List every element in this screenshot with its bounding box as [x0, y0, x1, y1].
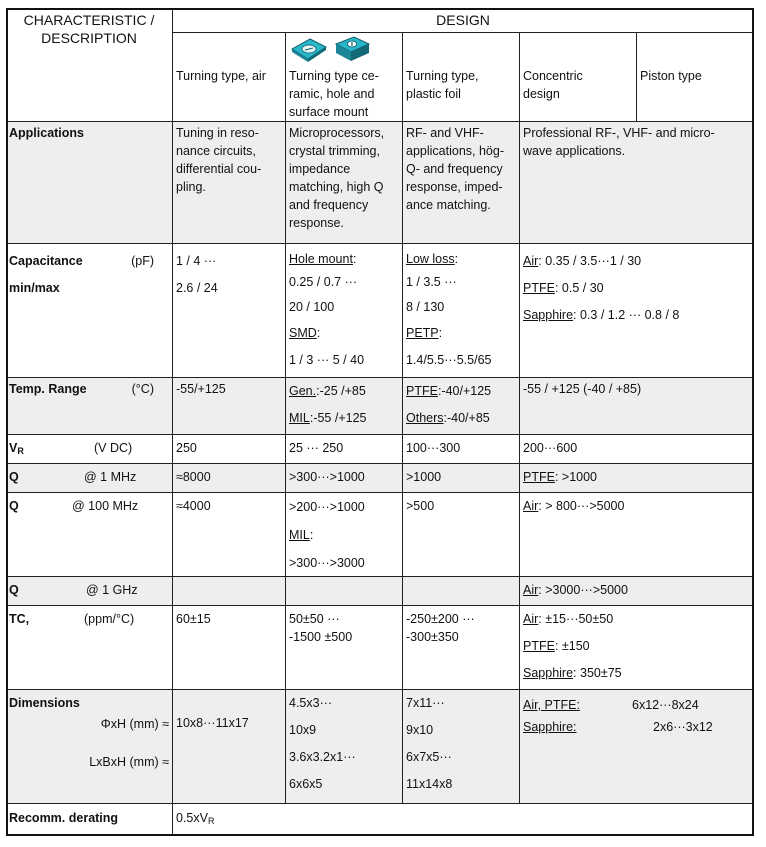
type-plastic-line1: Turning type, [406, 69, 479, 83]
dimensions-ceramic-value: 10x9 [289, 723, 317, 737]
temp-ptfe-label: PTFE [406, 384, 438, 398]
temp-concentric [520, 378, 754, 435]
vr-ceramic-value: 25 ··· 250 [289, 441, 344, 455]
type-plastic-line2: plastic foil [406, 87, 461, 101]
row-label-q-1ghz [6, 577, 173, 606]
q-1ghz-plastic [403, 577, 520, 606]
temp-label-line [9, 380, 169, 398]
tc-ceramic-value: -1500 ±500 [289, 630, 353, 644]
type-plastic [403, 33, 520, 122]
applications-concentric [520, 122, 754, 244]
temp-others-label: Others [406, 411, 444, 425]
dimensions-concentric [520, 690, 754, 804]
dimensions-lbh-label: LxBxH (mm) ≈ [89, 755, 169, 769]
temp-others-line [406, 405, 516, 432]
vr-concentric [520, 435, 754, 464]
capacitance-lowloss-colon: : [454, 252, 459, 266]
capacitance-air-line: 1 / 4 ··· [176, 254, 217, 268]
tc-air [173, 606, 286, 690]
tc-sapphire-line [523, 660, 750, 687]
q-100mhz-mil-colon: : [309, 528, 314, 542]
q-1mhz-condition: @ 1 MHz [84, 470, 137, 484]
vr-ceramic [286, 435, 403, 464]
capacitance-air [173, 244, 286, 378]
q-1ghz-ceramic [286, 577, 403, 606]
dimensions-airptfe-value: 6x12···8x24 [632, 698, 699, 712]
capacitance-petp-colon: : [438, 326, 443, 340]
type-concentric [520, 33, 637, 122]
capacitance-sapphire-label: Sapphire [523, 308, 574, 322]
applications-air-line: differential cou- [176, 162, 262, 176]
q-100mhz-ceramic [286, 493, 403, 577]
tc-plastic-value: -300±350 [406, 630, 459, 644]
tc-air-line [523, 606, 750, 633]
vr-label-sub: R [17, 446, 24, 456]
temp-ptfe-line [406, 378, 516, 405]
capacitance-air-label: Air [523, 254, 539, 268]
capacitance-hole-colon: : [352, 252, 357, 266]
tc-sapphire-label: Sapphire [523, 666, 574, 680]
dimensions-air-value: 10x8···11x17 [176, 716, 249, 730]
temp-mil-value: :-55 /+125 [309, 411, 367, 425]
capacitance-lowloss-value: 8 / 130 [406, 300, 445, 314]
capacitance-hole-line [289, 248, 399, 271]
type-air [173, 33, 286, 122]
dimensions-air [173, 690, 286, 804]
temp-gen-line [289, 378, 399, 405]
q-1mhz-air-value: ≈8000 [176, 470, 211, 484]
tc-label: TC, [9, 612, 30, 626]
q-1mhz-ptfe-value: : >1000 [554, 470, 598, 484]
tc-ptfe-label: PTFE [523, 639, 555, 653]
tc-concentric [520, 606, 754, 690]
q-1ghz-condition: @ 1 GHz [86, 583, 138, 597]
trimmer-hole-mount-icon [288, 35, 330, 65]
row-label-applications [6, 122, 173, 244]
temp-label: Temp. Range [9, 382, 87, 396]
type-piston-label: Piston type [640, 69, 702, 83]
q-100mhz-plastic [403, 493, 520, 577]
capacitance-air-value: : 0.35 / 3.5···1 / 30 [538, 254, 642, 268]
row-label-derating [6, 804, 173, 836]
q-1ghz-concentric [520, 577, 754, 606]
tc-air-value: : ±15···50±50 [538, 612, 614, 626]
capacitance-lowloss-value: 1 / 3.5 ··· [406, 275, 457, 289]
applications-plastic-line: RF- and VHF- [406, 126, 484, 140]
type-ceramic [286, 33, 403, 122]
applications-concentric-line: Professional RF-, VHF- and micro- [523, 126, 715, 140]
temp-unit: (°C) [131, 382, 154, 396]
q-100mhz-ceramic-value: >300···>3000 [289, 556, 365, 570]
applications-plastic-line: response, imped- [406, 180, 503, 194]
vr-concentric-value: 200···600 [523, 441, 578, 455]
vr-plastic-value: 100···300 [406, 441, 461, 455]
vr-plastic [403, 435, 520, 464]
q-100mhz-label: Q [9, 499, 19, 513]
q-1ghz-air [173, 577, 286, 606]
capacitance-smd-value: 1 / 3 ··· 5 / 40 [289, 353, 365, 367]
q-1mhz-air [173, 464, 286, 493]
capacitance-label-line1 [9, 248, 169, 275]
capacitance-concentric [520, 244, 754, 378]
capacitance-hole-label: Hole mount [289, 252, 353, 266]
capacitance-petp-line [406, 320, 516, 347]
applications-air-line: pling. [176, 180, 206, 194]
q-1mhz-label: Q [9, 470, 19, 484]
type-air-label: Turning type, air [176, 69, 266, 83]
q-1mhz-ceramic-value: >300···>1000 [289, 470, 365, 484]
temp-air-value: -55/+125 [176, 382, 226, 396]
capacitor-comparison-table [6, 8, 754, 836]
dimensions-sapphire-line [523, 716, 750, 738]
row-label-vr [6, 435, 173, 464]
derating-value: 0.5xV [176, 811, 208, 825]
type-ceramic-line1: Turning type ce- [289, 69, 379, 83]
capacitance-ptfe-line [523, 275, 750, 302]
tc-sapphire-value: : 350±75 [573, 666, 622, 680]
capacitance-air-line [523, 248, 750, 275]
type-concentric-line2: design [523, 87, 560, 101]
q-1mhz-plastic-value: >1000 [406, 470, 442, 484]
header-design-label: DESIGN [436, 12, 490, 28]
applications-ceramic-line: matching, high Q [289, 180, 384, 194]
header-characteristic [6, 8, 173, 122]
tc-plastic [403, 606, 520, 690]
capacitance-label: Capacitance [9, 254, 83, 268]
capacitance-ptfe-label: PTFE [523, 281, 555, 295]
capacitance-lowloss-line [406, 248, 516, 271]
capacitance-plastic [403, 244, 520, 378]
temp-others-value: :-40/+85 [443, 411, 490, 425]
derating-label: Recomm. derating [9, 811, 119, 825]
tc-ceramic-value: 50±50 ··· [289, 612, 340, 626]
applications-air [173, 122, 286, 244]
dimensions-airptfe-line [523, 694, 750, 716]
applications-ceramic [286, 122, 403, 244]
tc-air-label: Air [523, 612, 539, 626]
capacitance-petp-label: PETP [406, 326, 439, 340]
dimensions-airptfe-label: Air, PTFE: [523, 698, 580, 712]
q-100mhz-mil-label: MIL [289, 528, 310, 542]
applications-plastic [403, 122, 520, 244]
applications-ceramic-line: response. [289, 216, 344, 230]
dimensions-label: Dimensions [9, 696, 80, 710]
capacitance-sapphire-value: : 0.3 / 1.2 ··· 0.8 / 8 [573, 308, 680, 322]
q-100mhz-air-value: : > 800···>5000 [538, 499, 625, 513]
dimensions-plastic [403, 690, 520, 804]
dimensions-sapphire-value: 2x6···3x12 [653, 720, 713, 734]
tc-unit: (ppm/°C) [84, 612, 135, 626]
temp-gen-label: Gen. [289, 384, 317, 398]
dimensions-phi-label: ΦxH (mm) ≈ [100, 717, 169, 731]
capacitance-hole-value: 0.25 / 0.7 ··· [289, 275, 358, 289]
capacitance-ptfe-value: : 0.5 / 30 [554, 281, 604, 295]
applications-ceramic-line: crystal trimming, [289, 144, 380, 158]
row-label-dimensions [6, 690, 173, 804]
row-label-capacitance [6, 244, 173, 378]
header-design [173, 8, 754, 33]
applications-air-line: Tuning in reso- [176, 126, 259, 140]
row-label-temp [6, 378, 173, 435]
temp-ceramic [286, 378, 403, 435]
q-100mhz-plastic-value: >500 [406, 499, 435, 513]
capacitance-air-line: 2.6 / 24 [176, 281, 218, 295]
trimmer-smd-icon [332, 34, 372, 64]
tc-ptfe-line [523, 633, 750, 660]
row-label-q-1mhz [6, 464, 173, 493]
vr-air-value: 250 [176, 441, 197, 455]
applications-air-line: nance circuits, [176, 144, 256, 158]
capacitance-hole-value: 20 / 100 [289, 300, 335, 314]
dimensions-plastic-value: 7x11··· [406, 696, 445, 710]
derating-value-sub: R [207, 816, 215, 826]
q-100mhz-air-value: ≈4000 [176, 499, 211, 513]
type-ceramic-line2: ramic, hole and [289, 87, 375, 101]
q-100mhz-air [173, 493, 286, 577]
q-100mhz-condition: @ 100 MHz [72, 499, 139, 513]
q-100mhz-mil-line [289, 521, 399, 549]
capacitance-smd-line [289, 320, 399, 347]
q-1mhz-ceramic [286, 464, 403, 493]
vr-air [173, 435, 286, 464]
dimensions-ceramic-value: 4.5x3··· [289, 696, 333, 710]
temp-gen-value: :-25 /+85 [316, 384, 366, 398]
applications-label: Applications [9, 126, 85, 140]
applications-ceramic-line: impedance [289, 162, 351, 176]
tc-air-value: 60±15 [176, 612, 211, 626]
header-characteristic-line2: DESCRIPTION [41, 30, 137, 46]
capacitance-lowloss-label: Low loss [406, 252, 455, 266]
type-concentric-line1: Concentric [523, 69, 583, 83]
q-1ghz-air-label: Air [523, 583, 539, 597]
applications-concentric-line: wave applications. [523, 144, 626, 158]
temp-mil-line [289, 405, 399, 432]
row-label-q-100mhz [6, 493, 173, 577]
q-100mhz-concentric [520, 493, 754, 577]
type-piston [637, 33, 754, 122]
type-ceramic-line3: surface mount [289, 105, 369, 119]
temp-mil-label: MIL [289, 411, 310, 425]
tc-ptfe-value: : ±150 [554, 639, 590, 653]
capacitance-label-minmax: min/max [9, 281, 60, 295]
q-100mhz-air-label: Air [523, 499, 539, 513]
header-characteristic-line1: CHARACTERISTIC / [23, 12, 155, 28]
q-100mhz-ceramic-value: >200···>1000 [289, 500, 365, 514]
applications-plastic-line: applications, hög- [406, 144, 504, 158]
vr-label-line [9, 439, 169, 460]
capacitance-unit: (pF) [131, 254, 154, 268]
dimensions-sapphire-label: Sapphire: [523, 720, 577, 734]
derating-value-cell [173, 804, 754, 836]
applications-plastic-line: ance matching. [406, 198, 491, 212]
temp-plastic [403, 378, 520, 435]
capacitance-ceramic [286, 244, 403, 378]
row-label-tc [6, 606, 173, 690]
q-1ghz-air-value: : >3000···>5000 [538, 583, 628, 597]
capacitance-smd-label: SMD [289, 326, 317, 340]
vr-label: V [9, 441, 18, 455]
dimensions-plastic-value: 11x14x8 [406, 777, 453, 791]
q-1mhz-plastic [403, 464, 520, 493]
tc-plastic-value: -250±200 ··· [406, 612, 475, 626]
q-1mhz-concentric [520, 464, 754, 493]
temp-concentric-value: -55 / +125 (-40 / +85) [523, 382, 642, 396]
capacitance-petp-value: 1.4/5.5···5.5/65 [406, 353, 492, 367]
dimensions-plastic-value: 6x7x5··· [406, 750, 452, 764]
applications-ceramic-line: Microprocessors, [289, 126, 385, 140]
vr-unit: (V DC) [94, 441, 133, 455]
temp-ptfe-value: :-40/+125 [437, 384, 492, 398]
temp-air [173, 378, 286, 435]
capacitance-sapphire-line [523, 302, 750, 329]
dimensions-ceramic-value: 6x6x5 [289, 777, 323, 791]
tc-ceramic [286, 606, 403, 690]
capacitance-smd-colon: : [316, 326, 321, 340]
q-1ghz-label: Q [9, 583, 19, 597]
dimensions-ceramic [286, 690, 403, 804]
dimensions-plastic-value: 9x10 [406, 723, 434, 737]
applications-ceramic-line: and frequency [289, 198, 369, 212]
applications-plastic-line: Q- and frequency [406, 162, 503, 176]
dimensions-ceramic-value: 3.6x3.2x1··· [289, 750, 356, 764]
q-1mhz-ptfe-label: PTFE [523, 470, 555, 484]
